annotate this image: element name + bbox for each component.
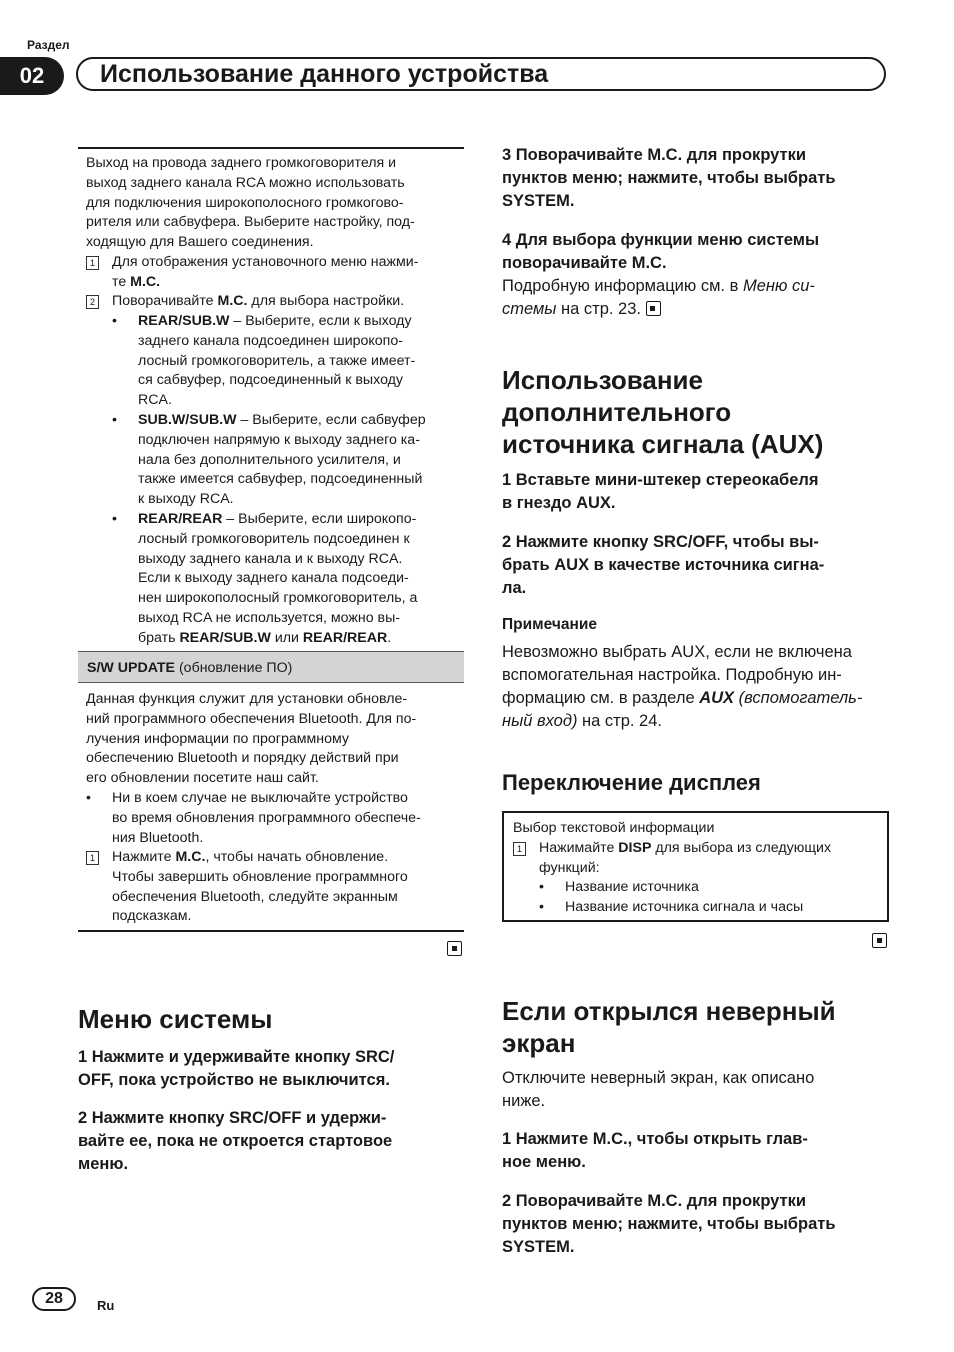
note-text	[502, 641, 889, 733]
step-number-box: 1	[86, 851, 99, 865]
language-code: Ru	[97, 1298, 115, 1313]
step-text: Нажимайте	[539, 839, 619, 856]
desc-line: лучения информации по программному	[86, 730, 349, 747]
setup-step-1	[86, 253, 458, 293]
option-key: REAR/REAR	[138, 511, 223, 527]
option-text: RCA.	[138, 392, 172, 409]
option-text: подключен напрямую к выходу заднего ка-	[138, 431, 420, 448]
option-key: REAR/SUB.W	[179, 629, 271, 646]
display-info-box	[502, 811, 889, 922]
step-line: SYSTEM.	[502, 192, 575, 210]
option-text: нен широкополосный громкоговоритель, а	[138, 590, 418, 607]
step-text: Для отображения установочного меню нажми-	[112, 254, 419, 270]
option-text: заднего канала подсоединен широкопо-	[138, 332, 403, 349]
step-line: меню.	[78, 1155, 129, 1173]
aux-heading	[502, 364, 889, 460]
right-step-3	[502, 144, 889, 213]
bullet: •	[539, 899, 544, 916]
xref-link[interactable]: (вспомогатель-	[734, 689, 863, 707]
swupdate-description	[86, 690, 458, 789]
swupdate-header-row	[78, 651, 464, 683]
intro-line: для подключения широкополосного громкогово-	[86, 194, 404, 211]
step-line: 1 Нажмите и удерживайте кнопку SRC/	[78, 1048, 395, 1066]
menu-system-heading: Меню системы	[78, 1004, 273, 1034]
bullet: •	[112, 511, 117, 527]
step-text: для выбора настройки.	[247, 293, 405, 309]
aux-step-1	[502, 469, 889, 515]
intro-line: ходящую для Вашего соединения.	[86, 234, 314, 251]
wrong-screen-intro	[502, 1067, 889, 1113]
xref-link[interactable]: стемы	[502, 300, 557, 318]
option-text: – Выберите, если к выходу	[229, 313, 412, 329]
heading-line: Если открылся неверный	[502, 996, 836, 1026]
step-text: те	[112, 273, 131, 290]
heading-line: экран	[502, 1028, 576, 1058]
bullet: •	[539, 879, 544, 896]
option-text: нала без дополнительного усилителя, и	[138, 451, 401, 468]
aux-step-2	[502, 531, 889, 600]
heading-line: дополнительного	[502, 397, 732, 427]
step-text: Нажмите	[112, 849, 176, 865]
step-line: 3 Поворачивайте M.C. для прокрутки	[502, 146, 807, 164]
xref-link[interactable]: AUX	[699, 689, 735, 707]
swupdate-warning	[86, 789, 458, 848]
intro-line: рителя или сабвуфера. Выберите настройку, под-	[86, 214, 415, 231]
step-4-info	[502, 275, 889, 321]
mc-key: M.C.	[217, 293, 248, 309]
step-text: Поворачивайте	[112, 293, 218, 309]
desc-line: обеспечению Bluetooth и порядку действий при	[86, 750, 399, 767]
option-text: Если к выходу заднего канала подсоеди-	[138, 570, 409, 587]
swupdate-step-1	[86, 848, 458, 927]
swupdate-label: (обновление ПО)	[175, 660, 293, 676]
wrong-step-1	[502, 1128, 889, 1174]
display-heading: Переключение дисплея	[502, 770, 761, 795]
intro-line: ниже.	[502, 1092, 546, 1110]
step-line: 2 Нажмите кнопку SRC/OFF, чтобы вы-	[502, 533, 819, 551]
step-line: SYSTEM.	[502, 1238, 575, 1256]
section-number-badge: 02	[0, 57, 64, 95]
menu-step-1	[78, 1046, 464, 1092]
end-mark-icon	[447, 941, 462, 956]
step-line: брать AUX в качестве источника сигна-	[502, 556, 825, 574]
note-line: вспомогательная настройка. Подробную ин-	[502, 666, 842, 684]
option-text: ся сабвуфер, подсоединенный к выходу	[138, 372, 404, 389]
note-label: Примечание	[502, 616, 597, 633]
wrong-screen-heading	[502, 995, 889, 1059]
section-title: Использование данного устройства	[76, 57, 886, 91]
box-title: Выбор текстовой информации	[513, 820, 715, 836]
option-text: .	[387, 629, 392, 646]
table-top-rule	[78, 147, 464, 149]
heading-line: Использование	[502, 365, 703, 395]
step-line: 1 Вставьте мини-штекер стереокабеля	[502, 471, 819, 489]
section-label: Раздел	[27, 38, 70, 52]
wrong-step-2	[502, 1190, 889, 1259]
warning-line: Ни в коем случае не выключайте устройство	[112, 790, 408, 806]
swupdate-key: S/W UPDATE	[87, 660, 176, 676]
setup-step-2	[86, 292, 458, 312]
disp-key: DISP	[618, 839, 652, 856]
display-option: Название источника	[565, 879, 699, 896]
heading-line: источника сигнала (AUX)	[502, 429, 824, 459]
bullet-subw-subw	[112, 411, 460, 510]
end-mark-icon	[872, 933, 887, 948]
note-line: Невозможно выбрать AUX, если не включена	[502, 643, 852, 661]
step-number-box: 1	[86, 256, 99, 270]
info-text: Подробную информацию см. в	[502, 277, 743, 295]
end-mark-icon	[646, 301, 661, 316]
step-line: пунктов меню; нажмите, чтобы выбрать	[502, 1215, 836, 1233]
step-line: поворачивайте M.C.	[502, 254, 667, 272]
note-line: формацию см. в разделе	[502, 689, 700, 707]
step-line: 1 Нажмите M.C., чтобы открыть глав-	[502, 1130, 808, 1148]
step-line: ла.	[502, 579, 527, 597]
page-number: 28	[32, 1287, 76, 1311]
bullet: •	[86, 790, 91, 806]
bullet-rear-rear	[112, 510, 460, 649]
menu-step-2	[78, 1107, 464, 1176]
desc-line: Данная функция служит для установки обновле-	[86, 691, 408, 707]
option-text: лосный громкоговоритель подсоединен к	[138, 530, 410, 547]
step-line: ное меню.	[502, 1153, 586, 1171]
option-text: или	[270, 629, 303, 646]
option-key: REAR/REAR	[302, 629, 388, 646]
step-text: для выбора из следующих	[651, 839, 832, 856]
mc-key: M.C.	[175, 849, 206, 865]
option-text: лосный громкоговоритель, а также имеет-	[138, 352, 416, 369]
table-bottom-rule	[78, 930, 464, 932]
info-text: на стр. 23.	[556, 300, 641, 318]
bullet-rear-subw	[112, 312, 460, 411]
step-line: в гнездо AUX.	[502, 494, 616, 512]
option-text: – Выберите, если широкопо-	[222, 511, 417, 527]
step-text: обеспечения Bluetooth, следуйте экранным	[112, 888, 398, 905]
step-text: Чтобы завершить обновление программного	[112, 868, 408, 885]
option-text: к выходу RCA.	[138, 491, 234, 508]
xref-link[interactable]: ный вход)	[502, 712, 578, 730]
note-line: на стр. 24.	[577, 712, 662, 730]
step-line: 2 Поворачивайте M.C. для прокрутки	[502, 1192, 807, 1210]
step-text: подсказкам.	[112, 908, 192, 925]
xref-link[interactable]: Меню си-	[742, 277, 815, 295]
option-text: выходу заднего канала и к выходу RCA.	[138, 550, 403, 567]
intro-line: выход заднего канала RCA можно использовать	[86, 174, 405, 191]
option-key: REAR/SUB.W	[138, 313, 230, 329]
display-option: Название источника сигнала и часы	[565, 899, 804, 916]
step-number-box: 2	[86, 295, 99, 309]
step-number-box: 1	[513, 842, 526, 856]
intro-line: Отключите неверный экран, как описано	[502, 1069, 815, 1087]
step-line: OFF, пока устройство не выключится.	[78, 1071, 390, 1089]
option-text: также имеется сабвуфер, подсоединенный	[138, 471, 423, 488]
step-line: пунктов меню; нажмите, чтобы выбрать	[502, 169, 836, 187]
step-line: 4 Для выбора функции меню системы	[502, 231, 820, 249]
warning-line: во время обновления программного обеспече-	[112, 809, 421, 826]
step-text: , чтобы начать обновление.	[205, 849, 389, 865]
step-text: функций:	[539, 859, 600, 876]
desc-line: ний программного обеспечения Bluetooth. Для по-	[86, 710, 417, 727]
step-line: 2 Нажмите кнопку SRC/OFF и удержи-	[78, 1109, 387, 1127]
mc-key: M.C.	[130, 273, 161, 290]
option-text: брать	[138, 629, 180, 646]
option-key: SUB.W/SUB.W	[138, 412, 237, 428]
option-text: – Выберите, если сабвуфер	[236, 412, 426, 428]
step-line: вайте ее, пока не откроется стартовое	[78, 1132, 393, 1150]
warning-line: ния Bluetooth.	[112, 829, 204, 846]
desc-line: его обновлении посетите наш сайт.	[86, 770, 319, 787]
intro-line: Выход на провода заднего громкоговорителя и	[86, 155, 397, 171]
bullet: •	[112, 313, 117, 329]
option-text: выход RCA не используется, можно вы-	[138, 609, 400, 626]
intro-paragraph	[86, 154, 458, 253]
right-step-4	[502, 229, 889, 275]
bullet: •	[112, 412, 117, 428]
